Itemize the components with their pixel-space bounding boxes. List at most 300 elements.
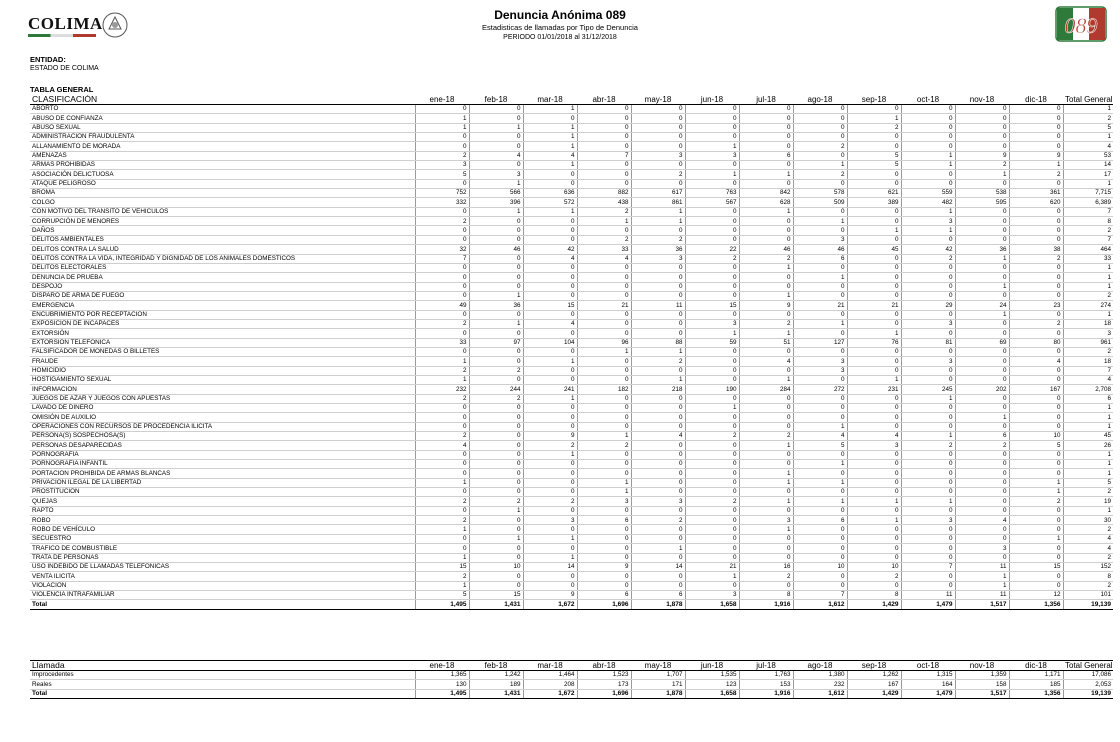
cell-value: 617 (631, 189, 685, 198)
cell-value: 1 (955, 254, 1009, 263)
cell-value: 0 (901, 572, 955, 581)
cell-value: 1 (1009, 478, 1063, 487)
cell-value: 0 (739, 488, 793, 497)
cell-value: 4 (523, 254, 577, 263)
cell-value: 1 (901, 161, 955, 170)
cell-value: 0 (523, 413, 577, 422)
row-label: RAPTO (30, 506, 415, 515)
cell-value: 0 (793, 310, 847, 319)
cell-value: 245 (901, 385, 955, 394)
cell-value: 0 (577, 469, 631, 478)
cell-value: 0 (847, 357, 901, 366)
cell-value: 0 (577, 310, 631, 319)
cell-value: 0 (955, 123, 1009, 132)
cell-value: 0 (415, 413, 469, 422)
cell-value: 1 (1063, 506, 1113, 515)
cell-value: 0 (469, 581, 523, 590)
cell-value: 2 (1063, 581, 1113, 590)
cell-value: 0 (631, 282, 685, 291)
cell-value: 0 (955, 478, 1009, 487)
cell-value: 0 (469, 441, 523, 450)
cell-value: 1 (955, 310, 1009, 319)
cell-value: 6 (1063, 394, 1113, 403)
row-label: PERSONAS DESAPARECIDAS (30, 441, 415, 450)
cell-value: 0 (685, 534, 739, 543)
cell-value: 0 (955, 450, 1009, 459)
cell-value: 0 (793, 488, 847, 497)
cell-value: 0 (685, 235, 739, 244)
table-row (30, 179, 1113, 188)
cell-value: 4 (469, 151, 523, 160)
cell-value: 0 (1009, 273, 1063, 282)
cell-value: 0 (955, 291, 1009, 300)
cell-value: 2 (901, 441, 955, 450)
cell-value: 2 (415, 319, 469, 328)
cell-value: 0 (577, 506, 631, 515)
cell-value: 0 (1009, 525, 1063, 534)
cell-value: 1 (523, 553, 577, 562)
cell-value: 0 (631, 179, 685, 188)
row-label: CORRUPCIÓN DE MENORES (30, 217, 415, 226)
cell-value: 0 (793, 404, 847, 413)
cell-value: 0 (469, 273, 523, 282)
table-title: TABLA GENERAL (30, 85, 94, 94)
cell-value: 0 (523, 263, 577, 272)
row-label: DAÑOS (30, 226, 415, 235)
cell-value: 0 (1009, 404, 1063, 413)
cell-value: 0 (739, 544, 793, 553)
cell-value: 33 (415, 338, 469, 347)
cell-value: 0 (793, 450, 847, 459)
column-header: mar-18 (523, 95, 577, 105)
cell-value: 0 (469, 413, 523, 422)
cell-value: 1 (523, 133, 577, 142)
cell-value: 2 (415, 572, 469, 581)
cell-value: 0 (847, 450, 901, 459)
cell-value: 1 (739, 469, 793, 478)
cell-value: 7 (577, 151, 631, 160)
row-label: ALLANAMIENTO DE MORADA (30, 142, 415, 151)
cell-value: 2 (901, 254, 955, 263)
page-title: Denuncia Anónima 089 (494, 8, 626, 22)
cell-value: 5 (847, 161, 901, 170)
cell-value: 0 (739, 553, 793, 562)
cell-value: 0 (523, 170, 577, 179)
cell-value: 1 (469, 207, 523, 216)
cell-value: 272 (793, 385, 847, 394)
cell-value: 0 (901, 375, 955, 384)
cell-value: 1 (847, 329, 901, 338)
cell-value: 0 (901, 581, 955, 590)
cell-value: 1 (415, 581, 469, 590)
cell-value: 0 (847, 254, 901, 263)
cell-value: 0 (1009, 375, 1063, 384)
cell-value: 8 (739, 590, 793, 599)
row-label: FALSIFICADOR DE MONEDAS O BILLETES (30, 347, 415, 356)
cell-value: 1 (739, 375, 793, 384)
cell-value: 2 (1009, 319, 1063, 328)
cell-value: 389 (847, 198, 901, 207)
cell-value: 0 (469, 478, 523, 487)
cell-value: 0 (631, 404, 685, 413)
cell-value: 0 (685, 105, 739, 114)
cell-value: 0 (523, 422, 577, 431)
cell-value: 1 (901, 226, 955, 235)
cell-value: 0 (901, 347, 955, 356)
cell-value: 0 (577, 291, 631, 300)
cell-value: 3 (955, 544, 1009, 553)
cell-value: 0 (631, 450, 685, 459)
cell-value: 19,139 (1063, 600, 1113, 609)
cell-value: 0 (793, 469, 847, 478)
cell-value: 2 (415, 151, 469, 160)
cell-value: 0 (1009, 347, 1063, 356)
cell-value: 2 (631, 516, 685, 525)
cell-value: 1 (415, 525, 469, 534)
total-row (30, 689, 1113, 698)
cell-value: 0 (847, 478, 901, 487)
cell-value: 0 (469, 450, 523, 459)
cell-value: 19,139 (1063, 689, 1113, 698)
cell-value: 1 (1063, 105, 1113, 114)
cell-value: 1,523 (577, 671, 631, 680)
cell-value: 1 (469, 506, 523, 515)
cell-value: 6 (577, 590, 631, 599)
logo-089-text: 089 (1064, 13, 1098, 38)
column-header: jul-18 (739, 661, 793, 671)
cell-value: 3 (685, 319, 739, 328)
cell-value: 1 (847, 226, 901, 235)
cell-value: 0 (1009, 516, 1063, 525)
cell-value: 0 (793, 114, 847, 123)
cell-value: 244 (469, 385, 523, 394)
cell-value: 1 (631, 207, 685, 216)
cell-value: 0 (1009, 207, 1063, 216)
cell-value: 0 (523, 460, 577, 469)
cell-value: 3 (415, 161, 469, 170)
cell-value: 1 (415, 375, 469, 384)
cell-value: 0 (577, 170, 631, 179)
row-label: FRAUDE (30, 357, 415, 366)
cell-value: 0 (685, 207, 739, 216)
cell-value: 0 (577, 329, 631, 338)
row-label: ABUSO SEXUAL (30, 123, 415, 132)
row-label: ROBO DE VEHÍCULO (30, 525, 415, 534)
cell-value: 7 (1063, 366, 1113, 375)
cell-value: 752 (415, 189, 469, 198)
table-header-row (30, 95, 1113, 105)
table-row (30, 245, 1113, 254)
cell-value: 636 (523, 189, 577, 198)
cell-value: 0 (955, 366, 1009, 375)
cell-value: 0 (577, 534, 631, 543)
cell-value: 1,707 (631, 671, 685, 680)
table-row (30, 161, 1113, 170)
cell-value: 2 (955, 161, 1009, 170)
cell-value: 1,658 (685, 600, 739, 609)
cell-value: 182 (577, 385, 631, 394)
cell-value: 14 (1063, 161, 1113, 170)
cell-value: 3 (631, 254, 685, 263)
cell-value: 1,479 (901, 689, 955, 698)
cell-value: 0 (739, 581, 793, 590)
cell-value: 1 (955, 572, 1009, 581)
table-row (30, 422, 1113, 431)
cell-value: 0 (577, 282, 631, 291)
cell-value: 0 (523, 179, 577, 188)
cell-value: 1,315 (901, 671, 955, 680)
cell-value: 51 (739, 338, 793, 347)
table-row (30, 525, 1113, 534)
cell-value: 0 (1009, 572, 1063, 581)
cell-value: 0 (415, 105, 469, 114)
cell-value: 1 (955, 581, 1009, 590)
cell-value: 185 (1009, 680, 1063, 689)
cell-value: 0 (631, 534, 685, 543)
cell-value: 231 (847, 385, 901, 394)
cell-value: 1,517 (955, 600, 1009, 609)
cell-value: 49 (415, 301, 469, 310)
cell-value: 152 (1063, 562, 1113, 571)
cell-value: 1 (793, 161, 847, 170)
cell-value: 0 (469, 357, 523, 366)
cell-value: 7 (1063, 207, 1113, 216)
cell-value: 4 (523, 319, 577, 328)
cell-value: 2 (739, 432, 793, 441)
cell-value: 2 (523, 441, 577, 450)
cell-value: 1 (523, 123, 577, 132)
cell-value: 123 (685, 680, 739, 689)
cell-value: 0 (415, 534, 469, 543)
cell-value: 0 (685, 291, 739, 300)
cell-value: 15 (685, 301, 739, 310)
cell-value: 0 (631, 291, 685, 300)
cell-value: 46 (739, 245, 793, 254)
cell-value: 509 (793, 198, 847, 207)
cell-value: 0 (1009, 310, 1063, 319)
cell-value: 2 (739, 254, 793, 263)
table-row (30, 385, 1113, 394)
cell-value: 3 (631, 497, 685, 506)
cell-value: 482 (901, 198, 955, 207)
cell-value: 2 (469, 394, 523, 403)
cell-value: 1,658 (685, 689, 739, 698)
cell-value: 0 (415, 310, 469, 319)
cell-value: 0 (469, 432, 523, 441)
cell-value: 2 (415, 217, 469, 226)
cell-value: 2 (1009, 497, 1063, 506)
cell-value: 1 (955, 170, 1009, 179)
row-label: PROSTITUCION (30, 488, 415, 497)
cell-value: 0 (523, 488, 577, 497)
cell-value: 6 (577, 516, 631, 525)
cell-value: 2 (415, 366, 469, 375)
cell-value: 0 (793, 179, 847, 188)
cell-value: 0 (577, 375, 631, 384)
table-row (30, 329, 1113, 338)
cell-value: 80 (1009, 338, 1063, 347)
cell-value: 4 (739, 357, 793, 366)
cell-value: 1 (577, 488, 631, 497)
column-header: feb-18 (469, 95, 523, 105)
cell-value: 0 (415, 291, 469, 300)
cell-value: 0 (955, 488, 1009, 497)
cell-value: 0 (685, 217, 739, 226)
cell-value: 0 (685, 282, 739, 291)
cell-value: 0 (901, 525, 955, 534)
cell-value: 0 (631, 114, 685, 123)
cell-value: 1 (469, 179, 523, 188)
row-label: ADMINISTRACION FRAUDULENTA (30, 133, 415, 142)
cell-value: 2 (1063, 525, 1113, 534)
cell-value: 1 (523, 207, 577, 216)
table-row (30, 488, 1113, 497)
cell-value: 6 (793, 516, 847, 525)
cell-value: 0 (415, 329, 469, 338)
cell-value: 1,535 (685, 671, 739, 680)
cell-value: 0 (577, 357, 631, 366)
cell-value: 0 (577, 413, 631, 422)
cell-value: 4 (955, 516, 1009, 525)
cell-value: 1 (847, 375, 901, 384)
cell-value: 3 (793, 366, 847, 375)
table-row (30, 469, 1113, 478)
cell-value: 0 (847, 273, 901, 282)
cell-value: 0 (955, 114, 1009, 123)
cell-value: 7 (901, 562, 955, 571)
row-label: OMISIÓN DE AUXILIO (30, 413, 415, 422)
cell-value: 2 (1063, 291, 1113, 300)
table-row (30, 207, 1113, 216)
table-row (30, 404, 1113, 413)
cell-value: 0 (469, 347, 523, 356)
table-row (30, 450, 1113, 459)
row-label: EXTORSIÓN TELEFÓNICA (30, 338, 415, 347)
cell-value: 1,431 (469, 600, 523, 609)
cell-value: 0 (685, 263, 739, 272)
cell-value: 2 (847, 123, 901, 132)
table-row (30, 516, 1113, 525)
cell-value: 1,479 (901, 600, 955, 609)
cell-value: 0 (847, 460, 901, 469)
cell-value: 0 (469, 329, 523, 338)
row-label: BROMA (30, 189, 415, 198)
cell-value: 0 (901, 273, 955, 282)
cell-value: 1 (739, 525, 793, 534)
cell-value: 0 (523, 572, 577, 581)
cell-value: 5 (847, 151, 901, 160)
cell-value: 0 (901, 534, 955, 543)
cell-value: 0 (577, 319, 631, 328)
cell-value: 0 (685, 441, 739, 450)
cell-value: 0 (1009, 553, 1063, 562)
cell-value: 0 (955, 422, 1009, 431)
cell-value: 127 (793, 338, 847, 347)
cell-value: 0 (469, 404, 523, 413)
cell-value: 0 (469, 226, 523, 235)
cell-value: 45 (1063, 432, 1113, 441)
cell-value: 1 (469, 319, 523, 328)
row-label: DELITOS CONTRA LA VIDA, INTEGRIDAD Y DIGNIDAD DE LOS ANIMALES DOMÉSTICOS (30, 254, 415, 263)
cell-value: 0 (1009, 544, 1063, 553)
cell-value: 0 (1009, 469, 1063, 478)
cell-value: 0 (685, 581, 739, 590)
cell-value: 0 (901, 413, 955, 422)
table-row (30, 581, 1113, 590)
column-header: may-18 (631, 661, 685, 671)
cell-value: 2 (1009, 254, 1063, 263)
row-label: SECUESTRO (30, 534, 415, 543)
cell-value: 0 (739, 161, 793, 170)
cell-value: 0 (1009, 460, 1063, 469)
row-label: INFORMACION (30, 385, 415, 394)
cell-value: 332 (415, 198, 469, 207)
table-row (30, 319, 1113, 328)
cell-value: 0 (685, 478, 739, 487)
cell-value: 0 (415, 506, 469, 515)
cell-value: 7,715 (1063, 189, 1113, 198)
cell-value: 171 (631, 680, 685, 689)
cell-value: 0 (577, 366, 631, 375)
row-label: EMERGENCIA (30, 301, 415, 310)
cell-value: 0 (1009, 263, 1063, 272)
cell-value: 0 (469, 460, 523, 469)
row-label: TRATA DE PERSONAS (30, 553, 415, 562)
cell-value: 0 (847, 263, 901, 272)
cell-value: 0 (631, 161, 685, 170)
cell-value: 3 (793, 357, 847, 366)
cell-value: 2 (685, 497, 739, 506)
cell-value: 0 (739, 422, 793, 431)
cell-value: 3 (901, 217, 955, 226)
cell-value: 5 (1063, 478, 1113, 487)
cell-value: 1 (523, 142, 577, 151)
cell-value: 0 (793, 544, 847, 553)
cell-value: 0 (793, 263, 847, 272)
cell-value: 2 (793, 170, 847, 179)
cell-value: 153 (739, 680, 793, 689)
cell-value: 0 (901, 235, 955, 244)
cell-value: 621 (847, 189, 901, 198)
cell-value: 0 (1009, 217, 1063, 226)
cell-value: 3 (901, 319, 955, 328)
cell-value: 0 (901, 123, 955, 132)
table-row (30, 357, 1113, 366)
cell-value: 3 (685, 151, 739, 160)
cell-value: 0 (739, 366, 793, 375)
cell-value: 15 (523, 301, 577, 310)
cell-value: 4 (415, 441, 469, 450)
classification-table (30, 95, 1113, 610)
cell-value: 0 (1009, 581, 1063, 590)
cell-value: 2 (1009, 170, 1063, 179)
cell-value: 36 (469, 301, 523, 310)
cell-value: 0 (523, 366, 577, 375)
cell-value: 0 (739, 404, 793, 413)
cell-value: 0 (469, 235, 523, 244)
cell-value: 0 (901, 450, 955, 459)
cell-value: 0 (469, 488, 523, 497)
cell-value: 0 (1009, 291, 1063, 300)
cell-value: 0 (577, 263, 631, 272)
cell-value: 15 (1009, 562, 1063, 571)
total-row (30, 600, 1113, 609)
cell-value: 6 (955, 432, 1009, 441)
cell-value: 6 (631, 590, 685, 599)
row-label: DELITOS AMBIENTALES (30, 235, 415, 244)
cell-value: 0 (415, 450, 469, 459)
cell-value: 202 (955, 385, 1009, 394)
